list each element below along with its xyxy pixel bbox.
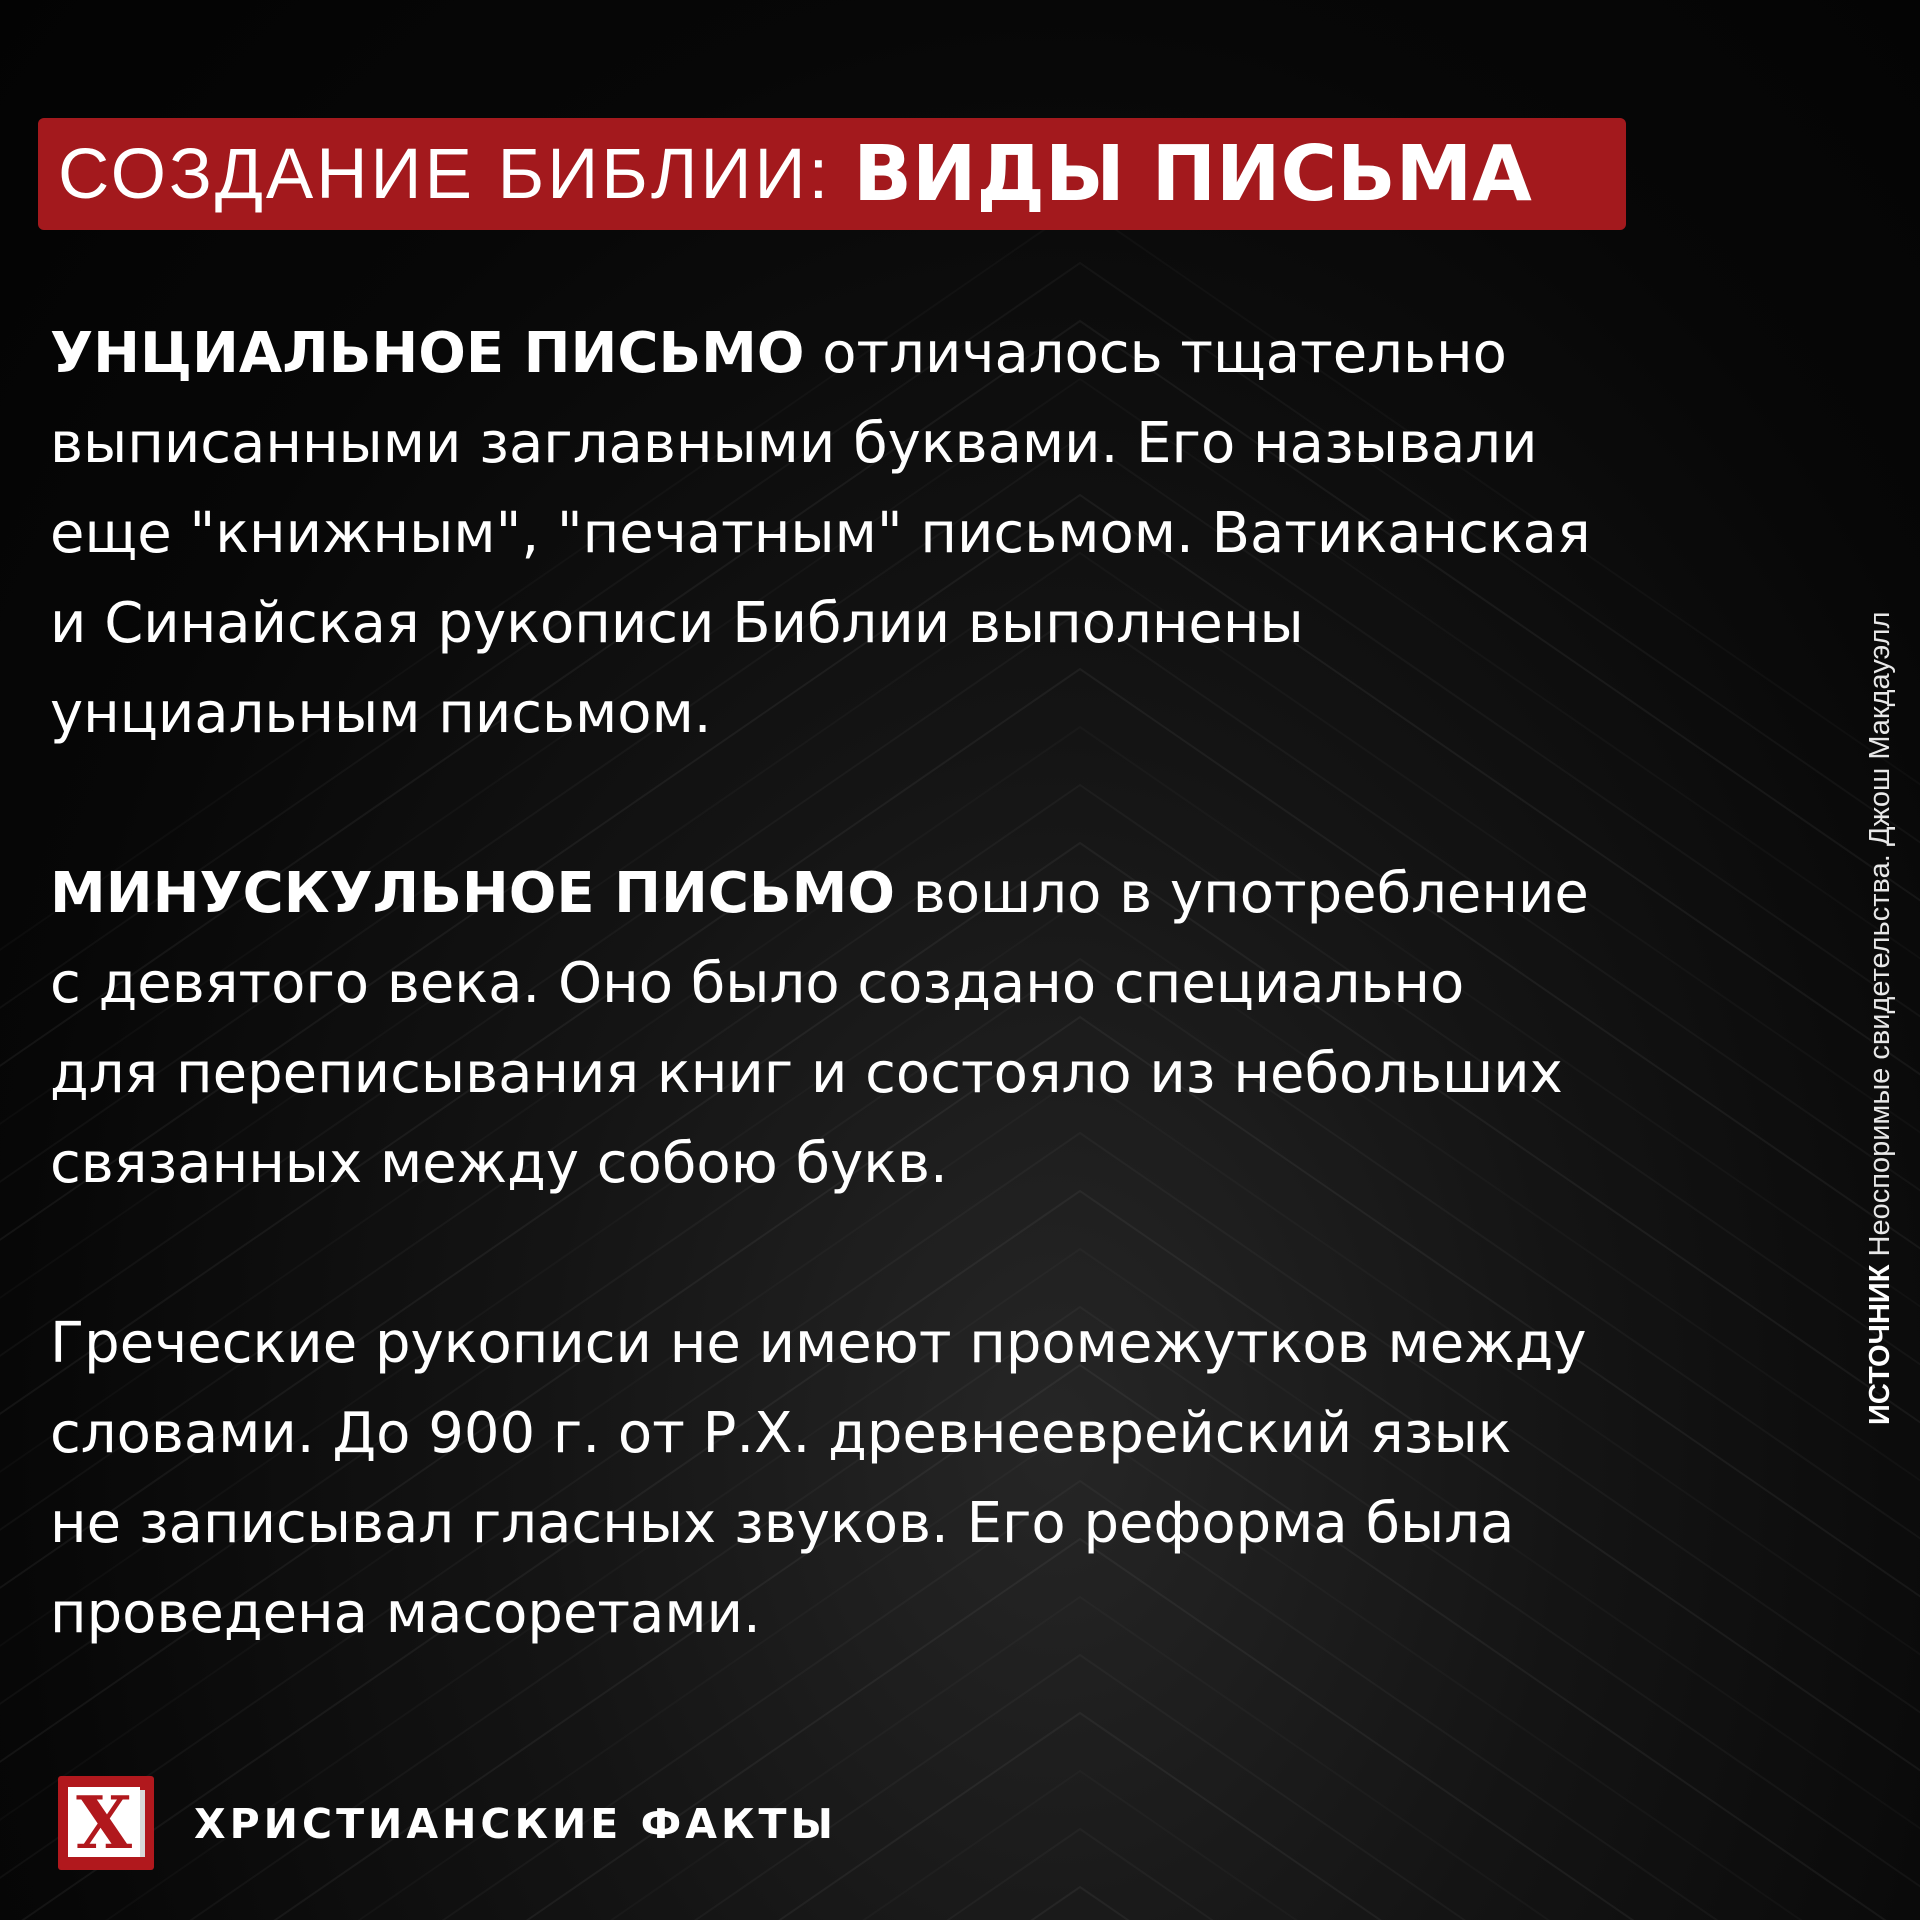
facade-line [742,1887,1418,1920]
paragraph-line: унциальным письмом. [50,681,712,746]
paragraph-line: Греческие рукописи не имеют промежутков между [50,1311,1587,1376]
facade-line [406,1655,1755,1920]
paragraph-uncial [50,309,1770,759]
paragraph-manuscripts [50,1299,1770,1659]
paragraph-line: с девятого века. Оно было создано специально [50,951,1465,1016]
paragraph-line: еще "книжным", "печатным" письмом. Ватиканская [50,501,1591,566]
brand-logo [58,1776,154,1870]
paragraph-line: и Синайская рукописи Библии выполнены [50,591,1304,656]
title-prefix: СОЗДАНИЕ БИБЛИИ: [58,134,832,214]
paragraph-lead: УНЦИАЛЬНОЕ ПИСЬМО [50,321,805,386]
logo-letter: X [76,1780,132,1865]
paragraph-lead: МИНУСКУЛЬНОЕ ПИСЬМО [50,861,895,926]
article-body [50,309,1770,1659]
paragraph-line: выписанными заглавными буквами. Его называли [50,411,1538,476]
paragraph-line: не записывал гласных звуков. Его реформа была [50,1491,1515,1556]
paragraph-line: для переписывания книг и состояло из небольших [50,1041,1563,1106]
title-emphasis: ВИДЫ ПИСЬМА [853,129,1532,219]
source-credit [1862,611,1898,1425]
paragraph-line: словами. До 900 г. от Р.Х. древнееврейский язык [50,1401,1512,1466]
paragraph-line: проведена масоретами. [50,1581,761,1646]
brand-name: ХРИСТИАНСКИЕ ФАКТЫ [194,1800,837,1848]
paragraph-line: вошло в употребление [912,861,1589,926]
title-banner [38,118,1626,230]
paragraph-minuscule [50,849,1770,1209]
source-label: ИСТОЧНИК [1864,1264,1896,1425]
paragraph-line: связанных между собою букв. [50,1131,948,1196]
book-x-icon [58,1776,154,1870]
paragraph-line: отличалось тщательно [822,321,1507,386]
source-text: Неоспоримые свидетельства. Джош Макдауэлл [1864,611,1896,1257]
